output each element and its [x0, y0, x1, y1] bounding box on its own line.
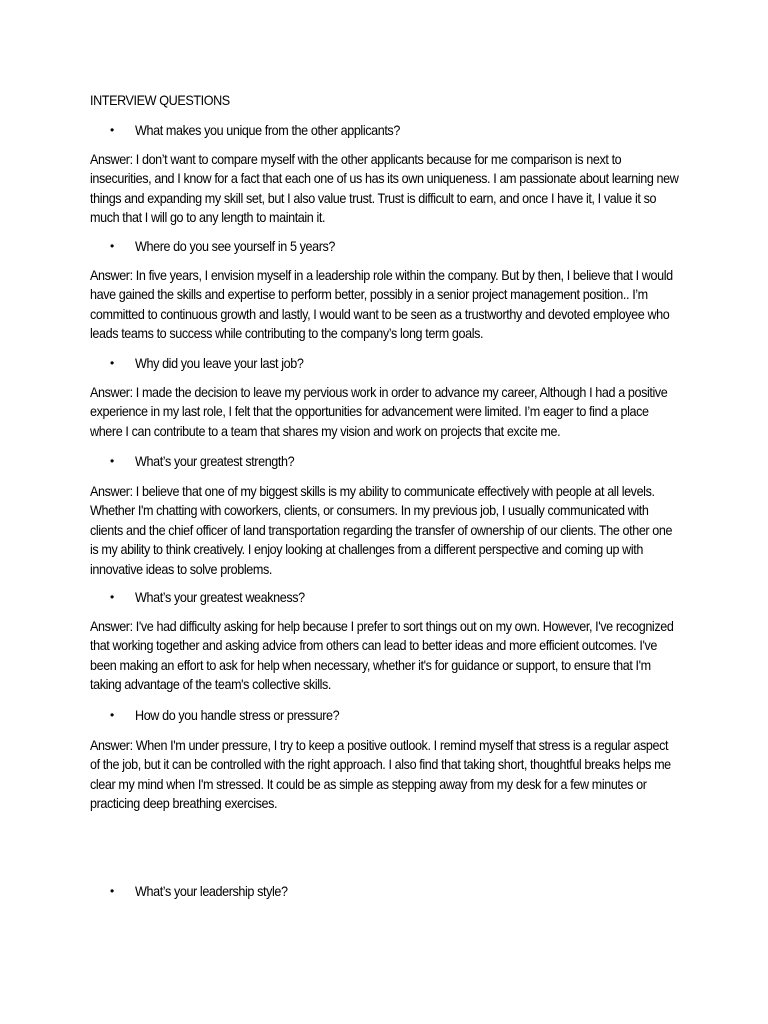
- question-text: What’s your leadership style?: [135, 883, 288, 899]
- bullet-icon: •: [110, 590, 114, 604]
- question-text: Where do you see yourself in 5 years?: [135, 238, 336, 254]
- answer-3: Answer: I made the decision to leave my pervious work in order to advance my career, Although I had a positive experience in my last role, I felt that the opportunities for advancement were limited. I’m eager to find a place where I can contribute to a team that shares my vision and work on projects that excite me.: [90, 384, 668, 439]
- answer-2: Answer: In five years, I envision myself in a leadership role within the company. But by then, I believe that I would have gained the skills and expertise to perform better, possibly in a senior project management position.. I’m committed to continuous growth and lastly, I would want to be seen as a trustworthy and devoted employee who leads teams to success while contributing to the company’s long term goals.: [90, 267, 673, 342]
- answer-5: Answer: I've had difficulty asking for help because I prefer to sort things out on my own. However, I've recognized that working together and asking advice from others can lead to better ideas and more efficient outcomes. I've been making an effort to ask for help when necessary, whether it's for guidance or support, to ensure that I'm taking advantage of the team's collective skills.: [90, 618, 674, 693]
- bullet-icon: •: [110, 356, 114, 370]
- bullet-icon: •: [110, 123, 114, 137]
- bullet-icon: •: [110, 708, 114, 722]
- bullet-icon: •: [110, 454, 114, 468]
- document-title: INTERVIEW QUESTIONS: [90, 92, 230, 108]
- question-text: What’s your greatest strength?: [135, 453, 295, 469]
- question-text: What makes you unique from the other applicants?: [135, 122, 400, 138]
- bullet-icon: •: [110, 239, 114, 253]
- question-text: What’s your greatest weakness?: [135, 589, 305, 605]
- question-text: How do you handle stress or pressure?: [135, 707, 340, 723]
- question-text: Why did you leave your last job?: [135, 355, 304, 371]
- answer-1: Answer: I don’t want to compare myself with the other applicants because for me comparison is next to insecurities, and I know for a fact that each one of us has its own uniqueness. I am passionate about learning new things and expanding my skill set, but I also value trust. Trust is difficult to earn, and once I have it, I value it so much that I will go to any length to maintain it.: [90, 151, 679, 226]
- answer-4: Answer: I believe that one of my biggest skills is my ability to communicate effectively with people at all levels. Whether I'm chatting with coworkers, clients, or consumers. In my previous job, I usually communicated with clients and the chief officer of land transportation regarding the transfer of ownership of our clients. The other one is my ability to think creatively. I enjoy looking at challenges from a different perspective and coming up with innovative ideas to solve problems.: [90, 483, 673, 577]
- answer-6: Answer: When I'm under pressure, I try to keep a positive outlook. I remind myself that stress is a regular aspect of the job, but it can be controlled with the right approach. I also find that taking short, thoughtful breaks helps me clear my mind when I'm stressed. It could be as simple as stepping away from my desk for a few minutes or practicing deep breathing exercises.: [90, 737, 671, 812]
- bullet-icon: •: [110, 884, 114, 898]
